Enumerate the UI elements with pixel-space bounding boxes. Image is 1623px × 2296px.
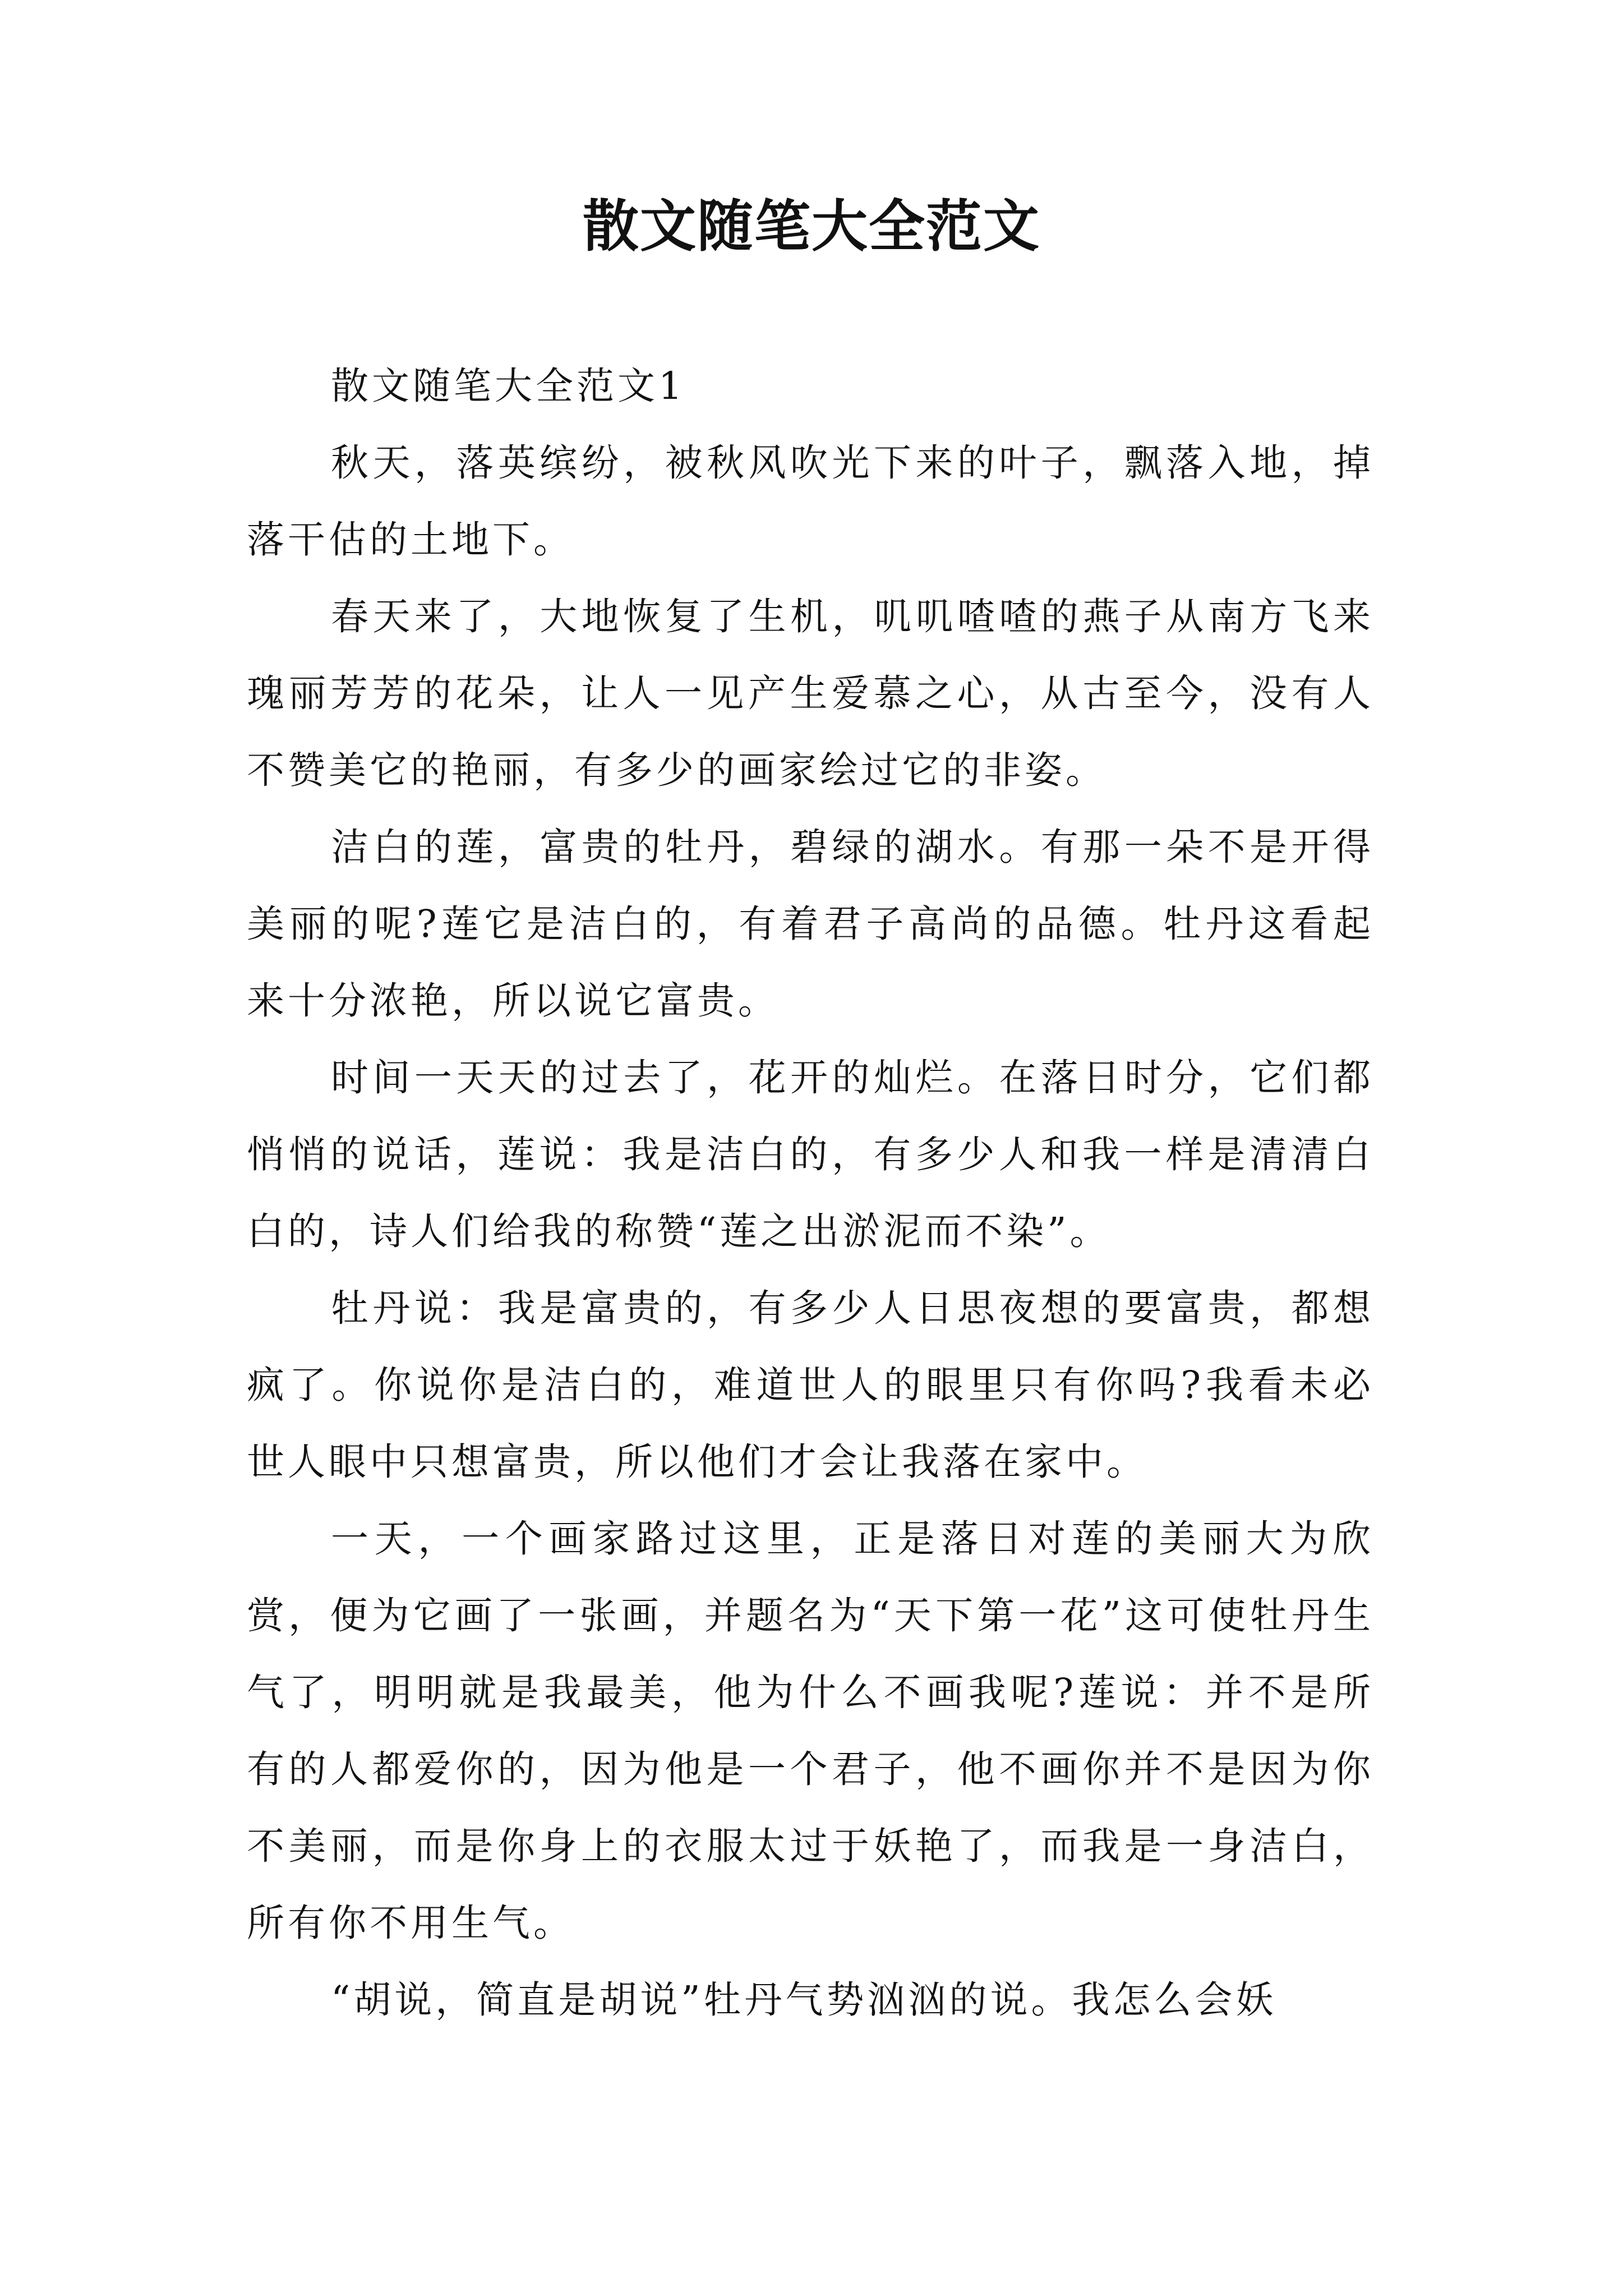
paragraph: 洁白的莲，富贵的牡丹，碧绿的湖水。有那一朵不是开得美丽的呢?莲它是洁白的，有着君子高尚的品德。牡丹这看起来十分浓艳，所以说它富贵。 <box>247 825 1374 1023</box>
paragraph: 春天来了，大地恢复了生机，叽叽喳喳的燕子从南方飞来瑰丽芳芳的花朵，让人一见产生爱慕之心，从古至今，没有人不赞美它的艳丽，有多少的画家绘过它的非姿。 <box>247 595 1374 792</box>
document-body <box>247 348 1374 2039</box>
section-heading: 散文随笔大全范文1 <box>331 364 686 408</box>
document-title: 散文随笔大全范文 <box>583 193 1040 259</box>
paragraph: 一天，一个画家路过这里，正是落日对莲的美丽大为欣赏，便为它画了一张画，并题名为“天下第一花”这可使牡丹生气了，明明就是我最美，他为什么不画我呢?莲说：并不是所有的人都爱你的，因为他是一个君子，他不画你并不是因为你不美丽，而是你身上的衣服太过于妖艳了，而我是一身洁白，所有你不用生气。 <box>247 1517 1374 1945</box>
paragraph: “胡说，简直是胡说”牡丹气势汹汹的说。我怎么会妖 <box>331 1978 1277 2022</box>
paragraph: 时间一天天的过去了，花开的灿烂。在落日时分，它们都悄悄的说话，莲说：我是洁白的，有多少人和我一样是清清白白的，诗人们给我的称赞“莲之出淤泥而不染”。 <box>247 1056 1374 1253</box>
paragraph: 秋天，落英缤纷，被秋风吹光下来的叶子，飘落入地，掉落干估的土地下。 <box>247 441 1374 562</box>
paragraph: 牡丹说：我是富贵的，有多少人日思夜想的要富贵，都想疯了。你说你是洁白的，难道世人的眼里只有你吗?我看未必世人眼中只想富贵，所以他们才会让我落在家中。 <box>247 1286 1374 1484</box>
